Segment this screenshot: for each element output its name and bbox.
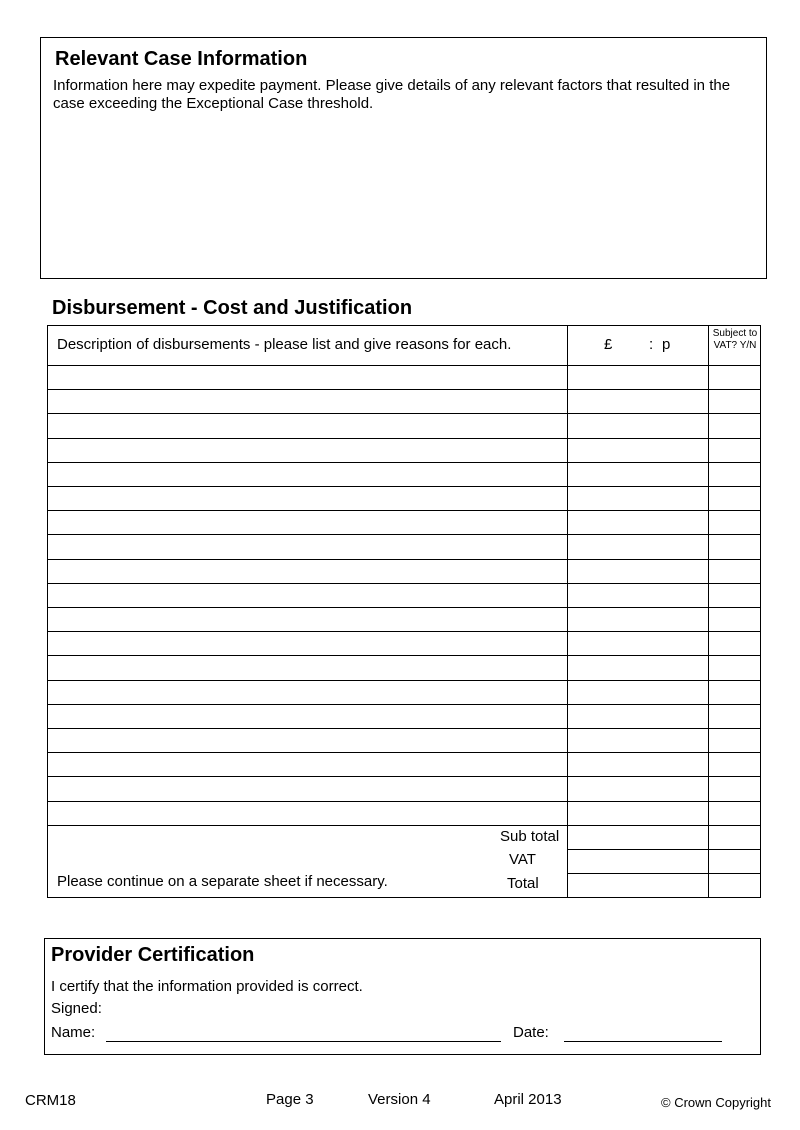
amount-cell[interactable] xyxy=(568,608,707,631)
amount-cell[interactable] xyxy=(568,632,707,655)
subtotal-label: Sub total xyxy=(500,828,560,845)
date-field[interactable] xyxy=(564,1041,722,1042)
table-top-border xyxy=(47,325,761,326)
header-colon: : xyxy=(649,336,654,353)
vat-cell[interactable] xyxy=(709,366,760,389)
header-vat: Subject to VAT? Y/N xyxy=(712,328,758,351)
vat-cell[interactable] xyxy=(709,777,760,800)
vat-cell[interactable] xyxy=(709,390,760,413)
description-cell[interactable] xyxy=(48,535,566,558)
vat-label: VAT xyxy=(509,851,536,868)
case-info-title: Relevant Case Information xyxy=(55,48,308,70)
description-cell[interactable] xyxy=(48,681,566,704)
footer-copyright: © Crown Copyright xyxy=(661,1095,772,1110)
subtotal-amount-cell[interactable] xyxy=(568,826,707,849)
subtotal-vat-cell[interactable] xyxy=(709,826,760,849)
amount-cell[interactable] xyxy=(568,366,707,389)
amount-cell[interactable] xyxy=(568,802,707,825)
amount-cell[interactable] xyxy=(568,535,707,558)
description-cell[interactable] xyxy=(48,608,566,631)
amount-cell[interactable] xyxy=(568,705,707,728)
vat-cell[interactable] xyxy=(709,802,760,825)
description-cell[interactable] xyxy=(48,487,566,510)
vat-cell[interactable] xyxy=(709,656,760,679)
table-right-border xyxy=(760,325,761,898)
table-bottom-border xyxy=(47,897,761,898)
total-amount-cell[interactable] xyxy=(568,874,707,897)
header-description: Description of disbursements - please list and give reasons for each. xyxy=(57,336,512,353)
certification-statement: I certify that the information provided is correct. xyxy=(51,978,363,995)
name-label: Name: xyxy=(51,1024,96,1041)
description-cell[interactable] xyxy=(48,439,566,462)
description-cell[interactable] xyxy=(48,390,566,413)
vat-cell[interactable] xyxy=(709,584,760,607)
case-info-box[interactable] xyxy=(40,37,767,279)
amount-cell[interactable] xyxy=(568,463,707,486)
amount-cell[interactable] xyxy=(568,753,707,776)
header-pence: p xyxy=(662,336,671,353)
vat-cell[interactable] xyxy=(709,753,760,776)
certification-title: Provider Certification xyxy=(51,944,255,966)
description-cell[interactable] xyxy=(48,463,566,486)
footer-form-code: CRM18 xyxy=(25,1092,76,1109)
vat-cell[interactable] xyxy=(709,414,760,437)
description-cell[interactable] xyxy=(48,511,566,534)
disbursement-title: Disbursement - Cost and Justification xyxy=(52,297,413,319)
amount-cell[interactable] xyxy=(568,390,707,413)
description-cell[interactable] xyxy=(48,656,566,679)
amount-cell[interactable] xyxy=(568,681,707,704)
description-cell[interactable] xyxy=(48,705,566,728)
vat-cell[interactable] xyxy=(709,560,760,583)
description-cell[interactable] xyxy=(48,729,566,752)
description-cell[interactable] xyxy=(48,753,566,776)
vat-amount-cell[interactable] xyxy=(568,850,707,873)
description-cell[interactable] xyxy=(48,560,566,583)
vat-vat-cell[interactable] xyxy=(709,850,760,873)
name-field[interactable] xyxy=(106,1041,501,1042)
certification-box xyxy=(44,938,761,1055)
amount-cell[interactable] xyxy=(568,560,707,583)
vat-cell[interactable] xyxy=(709,439,760,462)
amount-cell[interactable] xyxy=(568,656,707,679)
footer-page: Page 3 xyxy=(266,1091,314,1108)
footer-version: Version 4 xyxy=(368,1091,431,1108)
amount-cell[interactable] xyxy=(568,729,707,752)
vat-cell[interactable] xyxy=(709,729,760,752)
amount-cell[interactable] xyxy=(568,487,707,510)
description-cell[interactable] xyxy=(48,802,566,825)
amount-cell[interactable] xyxy=(568,777,707,800)
description-cell[interactable] xyxy=(48,414,566,437)
amount-cell[interactable] xyxy=(568,511,707,534)
amount-cell[interactable] xyxy=(568,439,707,462)
vat-cell[interactable] xyxy=(709,511,760,534)
vat-cell[interactable] xyxy=(709,681,760,704)
continue-note: Please continue on a separate sheet if necessary. xyxy=(57,873,388,890)
footer-date: April 2013 xyxy=(494,1091,562,1108)
vat-cell[interactable] xyxy=(709,632,760,655)
date-label: Date: xyxy=(513,1024,549,1041)
amount-cell[interactable] xyxy=(568,414,707,437)
amount-cell[interactable] xyxy=(568,584,707,607)
header-pound: £ xyxy=(604,336,613,353)
case-info-instructions: Information here may expedite payment. Please give details of any relevant factors that resulted in the case exceeding the Exceptional Case threshold. xyxy=(53,77,731,112)
signed-label: Signed: xyxy=(51,1000,102,1017)
description-cell[interactable] xyxy=(48,584,566,607)
total-label: Total xyxy=(507,875,539,892)
vat-cell[interactable] xyxy=(709,463,760,486)
vat-cell[interactable] xyxy=(709,487,760,510)
description-cell[interactable] xyxy=(48,366,566,389)
vat-cell[interactable] xyxy=(709,608,760,631)
vat-cell[interactable] xyxy=(709,705,760,728)
vat-cell[interactable] xyxy=(709,535,760,558)
description-cell[interactable] xyxy=(48,777,566,800)
total-vat-cell[interactable] xyxy=(709,874,760,897)
description-cell[interactable] xyxy=(48,632,566,655)
